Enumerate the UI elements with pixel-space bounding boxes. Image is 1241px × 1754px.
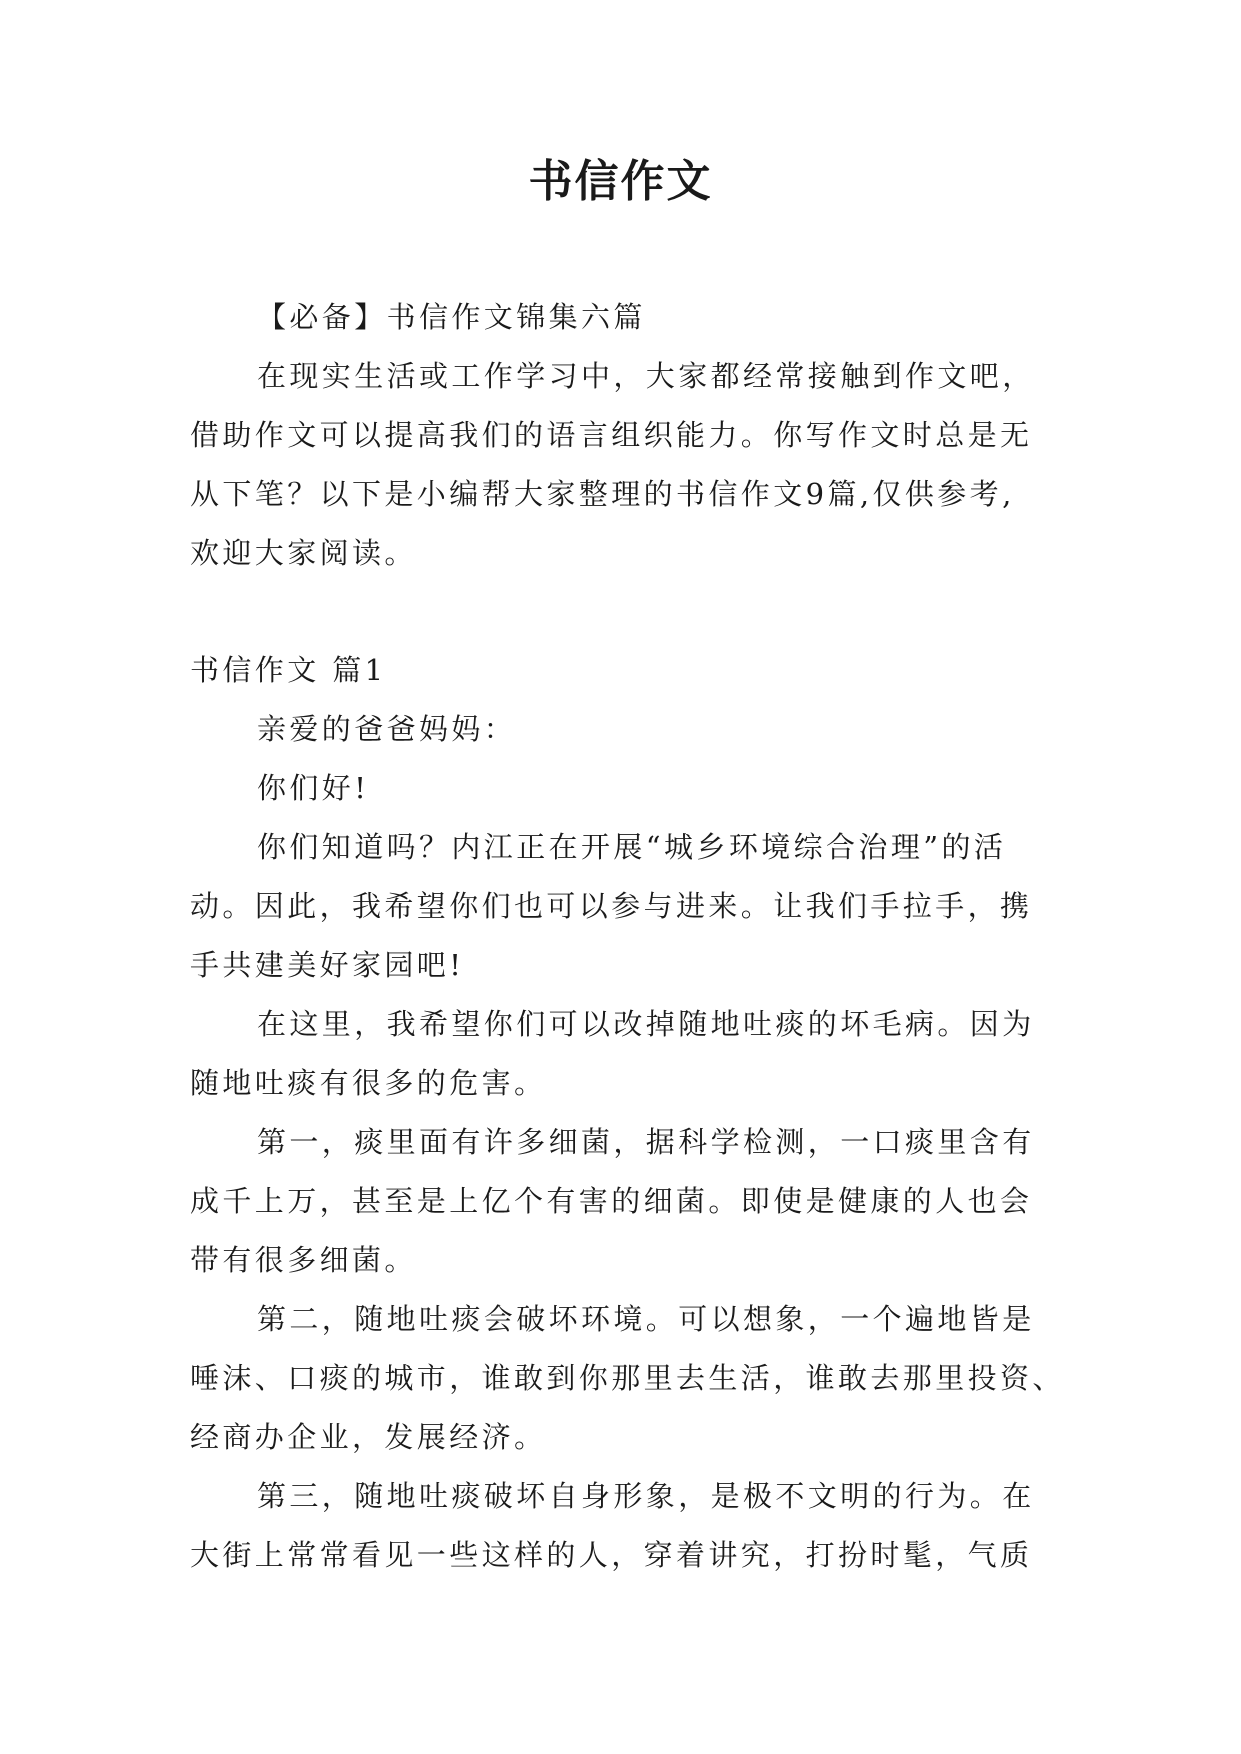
document-body (190, 288, 1065, 1585)
letter-paragraph-line: 经商办企业，发展经济。 (190, 1420, 547, 1454)
letter-paragraph-line: 大街上常常看见一些这样的人，穿着讲究，打扮时髦，气质 (190, 1538, 1033, 1572)
letter-paragraph-line: 动。因此，我希望你们也可以参与进来。让我们手拉手，携 (190, 889, 1033, 923)
intro-paragraph-line: 欢迎大家阅读。 (190, 536, 417, 570)
letter-salutation: 亲爱的爸爸妈妈： (257, 712, 517, 746)
letter-paragraph-line: 成千上万，甚至是上亿个有害的细菌。即使是健康的人也会 (190, 1184, 1033, 1218)
intro-paragraph-line: 在现实生活或工作学习中，大家都经常接触到作文吧， (257, 359, 1035, 393)
section-heading: 书信作文 篇1 (190, 653, 387, 687)
letter-paragraph-line: 第一，痰里面有许多细菌，据科学检测，一口痰里含有 (257, 1125, 1035, 1159)
letter-paragraph-line: 你们知道吗？内江正在开展“城乡环境综合治理”的活 (257, 830, 1007, 864)
letter-paragraph-line: 唾沫、口痰的城市，谁敢到你那里去生活，谁敢去那里投资、 (190, 1361, 1065, 1395)
letter-paragraph-line: 第二，随地吐痰会破坏环境。可以想象，一个遍地皆是 (257, 1302, 1035, 1336)
section-spacer (190, 583, 1055, 641)
letter-paragraph-line: 手共建美好家园吧! (190, 948, 465, 982)
letter-paragraph-line: 在这里，我希望你们可以改掉随地吐痰的坏毛病。因为 (257, 1007, 1035, 1041)
letter-paragraph-line: 带有很多细菌。 (190, 1243, 417, 1277)
intro-paragraph-line: 借助作文可以提高我们的语言组织能力。你写作文时总是无 (190, 418, 1033, 452)
letter-paragraph-line: 第三，随地吐痰破坏自身形象，是极不文明的行为。在 (257, 1479, 1035, 1513)
intro-paragraph-line: 从下笔？以下是小编帮大家整理的书信作文9篇,仅供参考, (190, 477, 1015, 511)
intro-subtitle: 【必备】书信作文锦集六篇 (257, 300, 646, 334)
letter-paragraph-line: 随地吐痰有很多的危害。 (190, 1066, 547, 1100)
letter-greeting: 你们好! (257, 771, 370, 805)
document-title: 书信作文 (528, 156, 713, 207)
